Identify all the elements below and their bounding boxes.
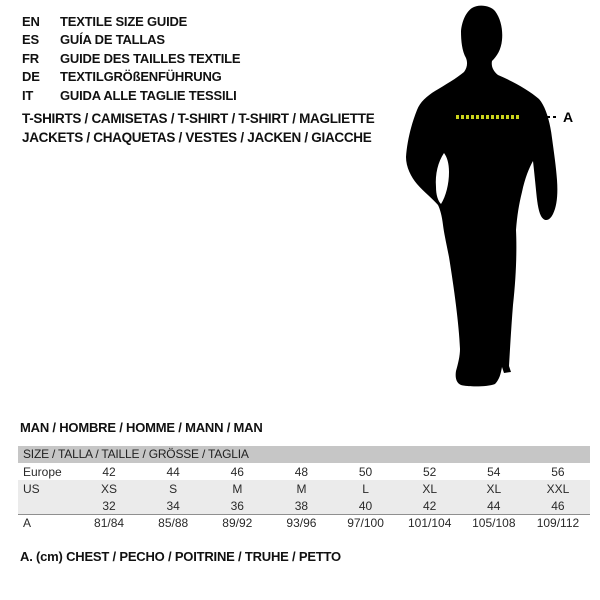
- size-cell: 48: [294, 464, 309, 479]
- size-cell: 36: [230, 498, 244, 513]
- size-cell: 109/112: [536, 516, 580, 530]
- language-title: TEXTILE SIZE GUIDE: [60, 13, 188, 29]
- size-cell: 54: [487, 464, 501, 479]
- size-cell: 52: [423, 464, 437, 479]
- language-code: IT: [22, 87, 34, 103]
- size-cell: XXL: [546, 481, 570, 496]
- language-title: TEXTILGRÖßENFÜHRUNG: [60, 69, 222, 85]
- size-cell: 46: [551, 498, 565, 513]
- measurement-footnote: A. (cm) CHEST / PECHO / POITRINE / TRUHE / PETTO: [20, 549, 341, 564]
- size-cell: 50: [358, 464, 373, 479]
- table-row-chest-a: [18, 514, 590, 531]
- language-row: [22, 68, 240, 87]
- size-cell: 89/92: [222, 516, 253, 530]
- row-label: A: [23, 516, 32, 530]
- row-label: Europe: [23, 464, 62, 479]
- product-type-lines: [22, 109, 374, 147]
- language-row: [22, 49, 240, 68]
- size-cell: 101/104: [407, 516, 452, 530]
- language-title-list: [22, 12, 240, 105]
- size-cell: M: [296, 481, 307, 496]
- size-cell: 34: [166, 498, 180, 513]
- size-table-header: SIZE / TALLA / TAILLE / GRÖSSE / TAGLIA: [18, 446, 590, 463]
- row-label: US: [23, 481, 40, 496]
- size-cell: 85/88: [158, 516, 189, 530]
- language-code: ES: [22, 32, 39, 48]
- table-row-numeric: [18, 497, 590, 514]
- size-table: [18, 446, 590, 531]
- language-code: DE: [22, 69, 40, 85]
- size-cell: 40: [358, 498, 373, 513]
- size-cell: M: [232, 481, 243, 496]
- size-cell: 38: [294, 498, 309, 513]
- size-cell: 42: [423, 498, 437, 513]
- man-silhouette-figure: [390, 0, 590, 410]
- language-title: GUÍA DE TALLAS: [60, 32, 165, 48]
- section-title-man: MAN / HOMBRE / HOMME / MANN / MAN: [20, 420, 263, 435]
- language-code: EN: [22, 13, 40, 29]
- size-cell: 93/96: [286, 516, 317, 530]
- language-row: [22, 12, 240, 31]
- size-cell: 81/84: [94, 516, 125, 530]
- size-cell: 105/108: [472, 516, 516, 530]
- size-cell: XL: [422, 481, 438, 496]
- table-row-us: [18, 480, 590, 497]
- size-cell: 97/100: [347, 516, 384, 530]
- measure-label-a: A: [563, 109, 574, 125]
- language-row: [22, 31, 240, 50]
- table-row-europe: [18, 463, 590, 480]
- language-title: GUIDE DES TAILLES TEXTILE: [60, 50, 241, 66]
- language-title: GUIDA ALLE TAGLIE TESSILI: [60, 87, 237, 103]
- size-cell: 56: [551, 464, 565, 479]
- size-cell: S: [169, 481, 178, 496]
- size-cell: 46: [230, 464, 244, 479]
- product-line-jackets: JACKETS / CHAQUETAS / VESTES / JACKEN / GIACCHE: [22, 130, 372, 145]
- product-line-tshirts: T-SHIRTS / CAMISETAS / T-SHIRT / T-SHIRT / MAGLIETTE: [22, 111, 375, 126]
- size-cell: XL: [486, 481, 502, 496]
- size-cell: L: [362, 481, 369, 496]
- size-cell: XS: [101, 481, 118, 496]
- man-silhouette: [406, 6, 557, 387]
- size-cell: 44: [166, 464, 180, 479]
- size-cell: 44: [487, 498, 501, 513]
- language-row: [22, 86, 240, 105]
- language-code: FR: [22, 50, 39, 66]
- size-cell: 32: [102, 498, 116, 513]
- size-cell: 42: [102, 464, 116, 479]
